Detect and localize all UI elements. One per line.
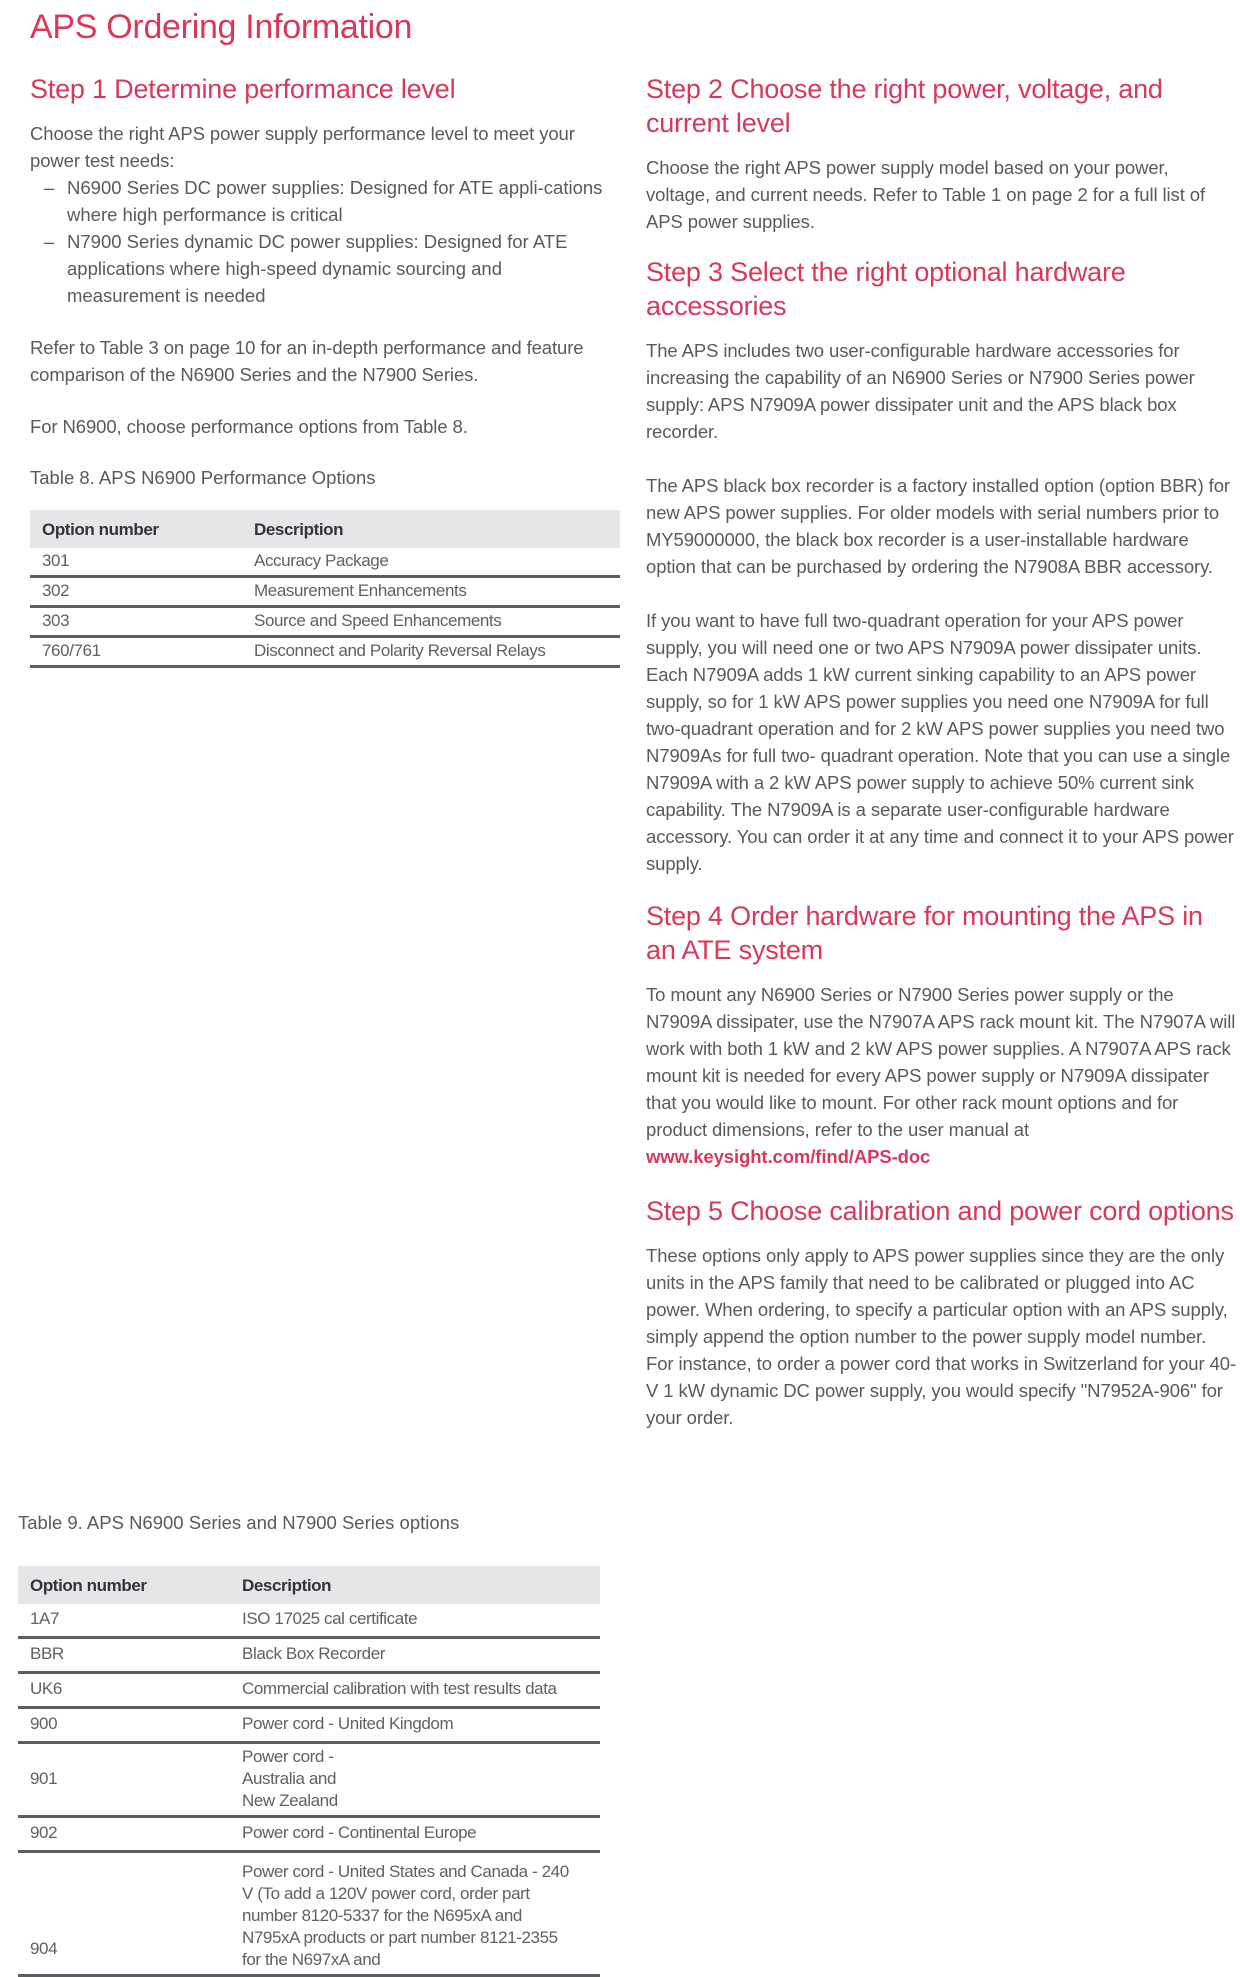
option-description: Commercial calibration with test results data [230,1672,600,1707]
option-description: Measurement Enhancements [242,577,620,607]
option-description: ISO 17025 cal certificate [230,1604,600,1637]
bullet-n6900: – N6900 Series DC power supplies: Designed for ATE appli-cations where high performance is critical [30,174,620,228]
left-column [30,72,620,668]
page-title: APS Ordering Information [30,8,413,46]
option-number: 302 [30,577,242,607]
table9-section [18,1511,600,1977]
step4-body [646,981,1236,1170]
column-header-option: Option number [18,1566,230,1604]
option-number: 900 [18,1707,230,1742]
option-number: 901 [18,1742,230,1816]
option-description: Power cord - Continental Europe [230,1816,600,1851]
right-column [646,72,1236,1431]
step5-body: These options only apply to APS power supplies since they are the only units in the APS family that need to be calibrated or plugged into AC power. When ordering, to specify a particular option with an APS supply, simply append the option number to the power supply model number. For instance, to order a power cord that works in Switzerland for your 40-V 1 kW dynamic DC power supply, you would specify "N7952A-906" for your order. [646,1245,1237,1428]
option-number: 760/761 [30,637,242,667]
step2-body: Choose the right APS power supply model based on your power, voltage, and current needs. Refer to Table 1 on page 2 for a full list of APS power supplies. [646,157,1206,232]
option-number: 1A7 [18,1604,230,1637]
option-number: UK6 [18,1672,230,1707]
step1-heading: Step 1 Determine performance level [30,74,456,104]
table9-caption: Table 9. APS N6900 Series and N7900 Series options [18,1512,460,1533]
step3-paragraph-1: The APS includes two user-configurable hardware accessories for increasing the capability of an N6900 Series or N7900 Series power supply: APS N7909A power dissipater unit and the APS black box recorder. [646,340,1195,442]
option-description: Accuracy Package [242,548,620,577]
column-header-option: Option number [30,510,242,548]
table8 [30,510,620,668]
option-description: Power cord - Australia and New Zealand [230,1742,600,1816]
step3-paragraph-2: The APS black box recorder is a factory installed option (option BBR) for new APS power supplies. For older models with serial numbers prior to MY59000000, the black box recorder is a user-installable hardware option that can be purchased by ordering the N7908A BBR accessory. [646,475,1230,577]
table-row [18,1604,600,1637]
table-row [30,637,620,667]
column-header-description: Description [242,510,620,548]
step4-body-text: To mount any N6900 Series or N7900 Series power supply or the N7909A dissipater, use the N7907A APS rack mount kit. The N7907A will work with both 1 kW and 2 kW APS power supplies. A N7907A APS rack mount kit is needed for every APS power supply or N7909A dissipater that you would like to mount. For other rack mount options and for product dimensions, refer to the user manual at [646,984,1236,1140]
step1-refer-text: Refer to Table 3 on page 10 for an in-depth performance and feature comparison of the N6900 Series and the N7900 Series. [30,337,584,385]
option-number: 301 [30,548,242,577]
step1-choose-text: For N6900, choose performance options from Table 8. [30,416,468,437]
step3-paragraph-3: If you want to have full two-quadrant operation for your APS power supply, you will need one or two APS N7909A power dissipater units. Each N7909A adds 1 kW current sinking capability to an APS power supply, so for 1 kW APS power supplies you need one N7909A for full two-quadrant operation and for 2 kW APS power supplies you need two N7909As for full two- quadrant operation. Note that you can use a single N7909A with a 2 kW APS power supply to achieve 50% current sink capability. The N7909A is a separate user-configurable hardware accessory. You can order it at any time and connect it to your APS power supply. [646,610,1234,874]
table-row [30,548,620,577]
table-row [18,1637,600,1672]
step2-heading: Step 2 Choose the right power, voltage, and current level [646,74,1163,138]
option-number: 303 [30,607,242,637]
bullet-n7900: – N7900 Series dynamic DC power supplies: Designed for ATE applications where high-speed dynamic sourcing and measurement is needed [30,228,620,309]
option-description: Disconnect and Polarity Reversal Relays [242,637,620,667]
step3-heading: Step 3 Select the right optional hardware accessories [646,257,1126,321]
step4-heading: Step 4 Order hardware for mounting the APS in an ATE system [646,901,1203,965]
table-header-row [18,1566,600,1604]
aps-doc-link[interactable]: www.keysight.com/find/APS-doc [646,1146,931,1167]
step1-bullet-list [30,174,620,309]
option-description: Black Box Recorder [230,1637,600,1672]
option-description: Power cord - United Kingdom [230,1707,600,1742]
option-number: 904 [18,1851,230,1975]
step5-heading: Step 5 Choose calibration and power cord options [646,1196,1234,1226]
option-number: 902 [18,1816,230,1851]
table-row [18,1851,600,1975]
table-row [18,1816,600,1851]
table-row [30,577,620,607]
option-description: Source and Speed Enhancements [242,607,620,637]
table-row [18,1672,600,1707]
column-header-description: Description [230,1566,600,1604]
option-description: Power cord - United States and Canada - 240 V (To add a 120V power cord, order part number 8120-5337 for the N695xA and N795xA products or part number 8121-2355 for the N697xA and [230,1851,600,1975]
step1-intro: Choose the right APS power supply performance level to meet your power test needs: [30,123,575,171]
option-number: BBR [18,1637,230,1672]
table9 [18,1566,600,1977]
table8-caption: Table 8. APS N6900 Performance Options [30,467,376,488]
table-row [18,1707,600,1742]
table-row [18,1742,600,1816]
table-header-row [30,510,620,548]
table-row [30,607,620,637]
